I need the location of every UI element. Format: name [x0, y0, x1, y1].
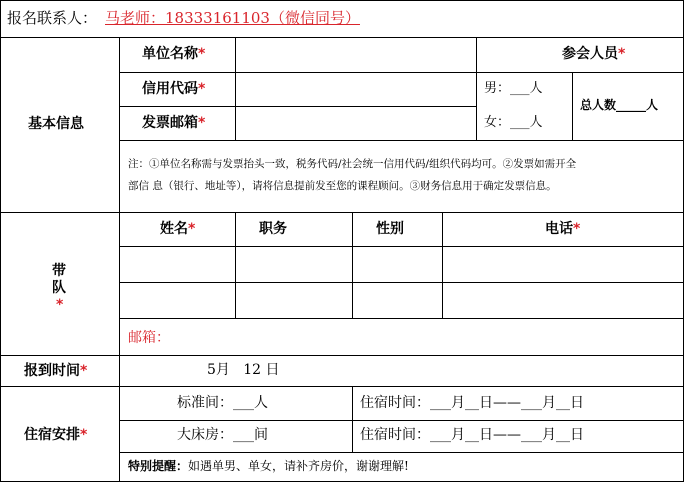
col-line: [442, 212, 443, 318]
border-left: [0, 0, 1, 482]
basic-info-label: 基本信息: [28, 116, 84, 132]
row-line: [0, 386, 684, 387]
row-line: [119, 282, 684, 283]
row-line: [119, 246, 684, 247]
col-line: [476, 37, 477, 140]
col-line: [235, 37, 236, 140]
row-line: [119, 420, 684, 421]
king-room: 大床房：___间: [177, 427, 268, 443]
col-line: [572, 72, 573, 140]
stay-time-king: 住宿时间：___月__日——___月__日: [360, 427, 584, 443]
row-line: [0, 37, 684, 38]
header-gender: 性别: [376, 221, 404, 237]
invoice-email-label: 发票邮箱*: [142, 115, 206, 131]
contact-label: 报名联系人：: [7, 9, 98, 27]
col-line: [352, 386, 353, 452]
row-line: [0, 212, 684, 213]
standard-room: 标准间：___人: [177, 395, 268, 411]
row-line: [119, 140, 684, 141]
arrival-date: 5月 12 日: [207, 362, 280, 378]
contact-value: 马老师：18333161103（微信同号）: [105, 9, 360, 27]
lodging-label: 住宿安排*: [24, 427, 88, 443]
leader-required-mark: *: [56, 297, 64, 313]
male-count: 男：___人: [484, 81, 543, 96]
credit-code-label: 信用代码*: [142, 81, 206, 97]
col-line: [119, 37, 120, 482]
note-line-1: 注：①单位名称需与发票抬头一致，税务代码/社会统一信用代码/组织代码均可。②发票如需开全: [128, 158, 577, 170]
leader-label-char-1: 带: [52, 263, 66, 279]
row-line: [0, 355, 684, 356]
note-line-2: 部信 息（银行、地址等），请将信息提前发至您的课程顾问。③财务信息用于确定发票信息。: [128, 180, 557, 192]
leader-label-char-2: 队: [52, 280, 66, 296]
total-count: 总人数_____人: [580, 98, 659, 112]
email-label: 邮箱：: [128, 330, 170, 346]
row-line: [119, 106, 476, 107]
unit-name-label: 单位名称*: [142, 46, 206, 62]
arrival-label: 报到时间*: [24, 363, 88, 379]
border-top: [0, 0, 684, 1]
row-line: [119, 452, 684, 453]
header-name: 姓名*: [160, 221, 196, 237]
header-position: 职务: [259, 221, 287, 237]
col-line: [235, 212, 236, 318]
special-notice: 特别提醒：如遇单男、单女，请补齐房价，谢谢理解!: [128, 459, 409, 473]
attendees-label: 参会人员*: [562, 46, 626, 62]
header-phone: 电话*: [545, 221, 581, 237]
row-line: [119, 318, 684, 319]
stay-time-standard: 住宿时间：___月__日——___月__日: [360, 395, 584, 411]
row-line: [119, 72, 684, 73]
female-count: 女：___人: [484, 115, 543, 130]
col-line: [352, 212, 353, 318]
